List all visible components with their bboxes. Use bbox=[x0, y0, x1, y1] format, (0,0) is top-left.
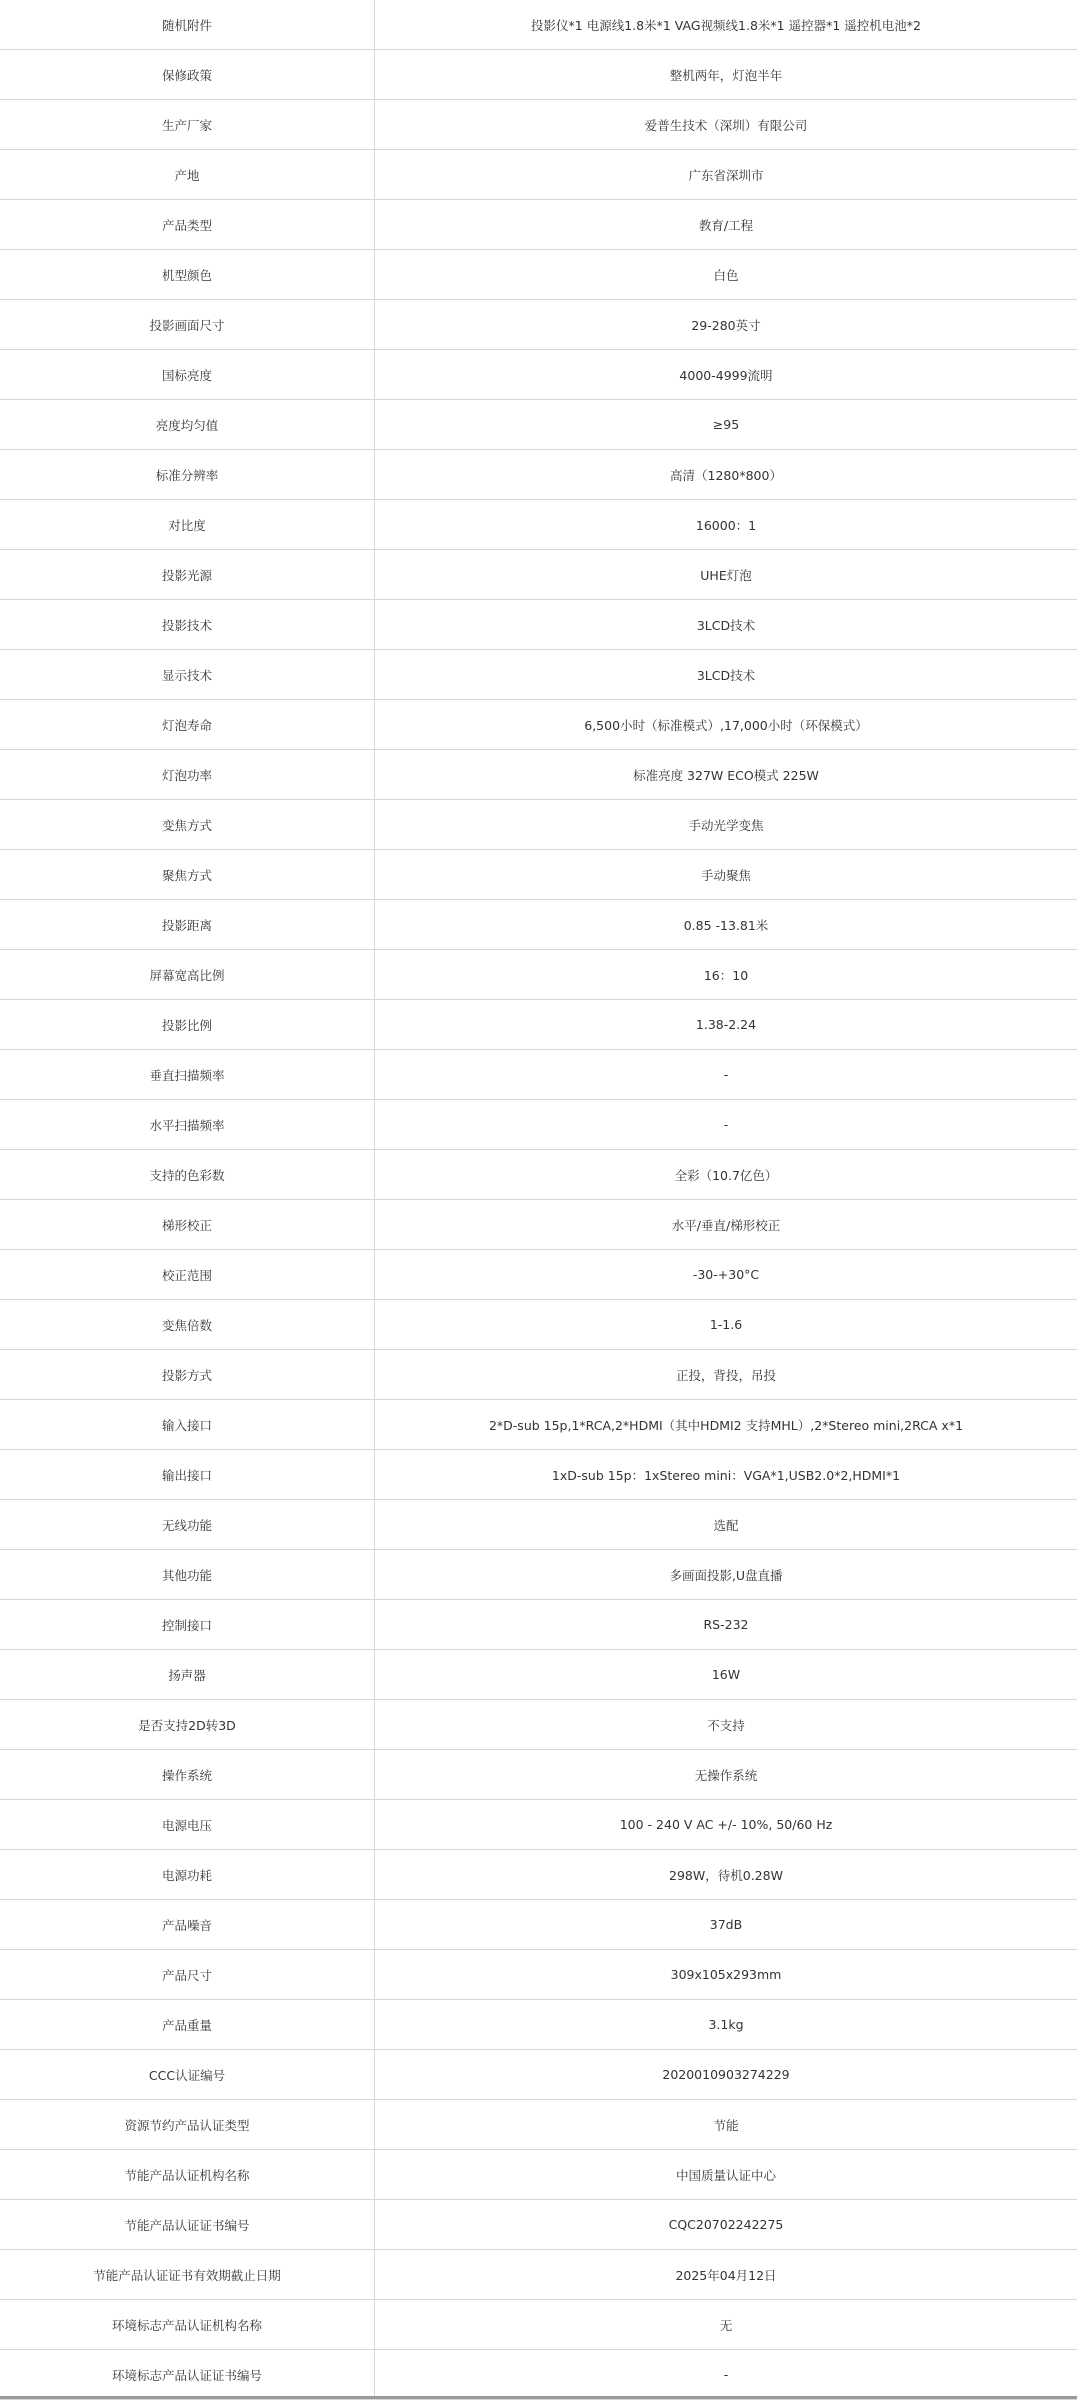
spec-label: 输入接口 bbox=[0, 1400, 375, 1450]
spec-value: 不支持 bbox=[375, 1700, 1077, 1750]
spec-row bbox=[0, 2000, 1077, 2050]
spec-row bbox=[0, 1300, 1077, 1350]
spec-label: 扬声器 bbox=[0, 1650, 375, 1700]
spec-value: 无 bbox=[375, 2300, 1077, 2350]
spec-row bbox=[0, 2200, 1077, 2250]
spec-value: 37dB bbox=[375, 1900, 1077, 1950]
spec-row bbox=[0, 300, 1077, 350]
spec-row bbox=[0, 800, 1077, 850]
spec-label: 产品类型 bbox=[0, 200, 375, 250]
spec-row bbox=[0, 1550, 1077, 1600]
spec-row bbox=[0, 1700, 1077, 1750]
spec-row bbox=[0, 650, 1077, 700]
spec-row bbox=[0, 1950, 1077, 2000]
spec-label: 投影方式 bbox=[0, 1350, 375, 1400]
spec-label: 节能产品认证机构名称 bbox=[0, 2150, 375, 2200]
spec-label: 随机附件 bbox=[0, 0, 375, 50]
spec-row bbox=[0, 1100, 1077, 1150]
spec-value: 投影仪*1 电源线1.8米*1 VAG视频线1.8米*1 遥控器*1 遥控机电池*2 bbox=[375, 0, 1077, 50]
spec-value: 白色 bbox=[375, 250, 1077, 300]
spec-value: 2020010903274229 bbox=[375, 2050, 1077, 2100]
spec-row bbox=[0, 100, 1077, 150]
spec-label: 投影比例 bbox=[0, 1000, 375, 1050]
spec-label: 产品尺寸 bbox=[0, 1950, 375, 2000]
spec-row bbox=[0, 350, 1077, 400]
spec-label: 支持的色彩数 bbox=[0, 1150, 375, 1200]
spec-row bbox=[0, 1400, 1077, 1450]
spec-row bbox=[0, 1600, 1077, 1650]
spec-label: 输出接口 bbox=[0, 1450, 375, 1500]
spec-label: 屏幕宽高比例 bbox=[0, 950, 375, 1000]
spec-label: 无线功能 bbox=[0, 1500, 375, 1550]
spec-row bbox=[0, 2100, 1077, 2150]
spec-label: 投影技术 bbox=[0, 600, 375, 650]
spec-label: 亮度均匀值 bbox=[0, 400, 375, 450]
spec-value: -30-+30°C bbox=[375, 1250, 1077, 1300]
spec-value: 3LCD技术 bbox=[375, 650, 1077, 700]
spec-value: 16000：1 bbox=[375, 500, 1077, 550]
spec-row bbox=[0, 700, 1077, 750]
spec-row bbox=[0, 2150, 1077, 2200]
spec-row bbox=[0, 1150, 1077, 1200]
spec-label: 控制接口 bbox=[0, 1600, 375, 1650]
spec-row bbox=[0, 1350, 1077, 1400]
spec-value: 中国质量认证中心 bbox=[375, 2150, 1077, 2200]
spec-label: 其他功能 bbox=[0, 1550, 375, 1600]
spec-row bbox=[0, 550, 1077, 600]
spec-label: 操作系统 bbox=[0, 1750, 375, 1800]
spec-value: 298W，待机0.28W bbox=[375, 1850, 1077, 1900]
spec-row bbox=[0, 1650, 1077, 1700]
spec-row bbox=[0, 500, 1077, 550]
spec-value: 2*D-sub 15p,1*RCA,2*HDMI（其中HDMI2 支持MHL）,2*Stereo mini,2RCA x*1 bbox=[375, 1400, 1077, 1450]
spec-label: 保修政策 bbox=[0, 50, 375, 100]
spec-value: - bbox=[375, 1100, 1077, 1150]
spec-value: RS-232 bbox=[375, 1600, 1077, 1650]
spec-value: 1.38-2.24 bbox=[375, 1000, 1077, 1050]
spec-value: 0.85 -13.81米 bbox=[375, 900, 1077, 950]
spec-label: 环境标志产品认证机构名称 bbox=[0, 2300, 375, 2350]
spec-row bbox=[0, 850, 1077, 900]
spec-row bbox=[0, 2350, 1077, 2400]
spec-label: 投影光源 bbox=[0, 550, 375, 600]
spec-value: 正投，背投，吊投 bbox=[375, 1350, 1077, 1400]
spec-row bbox=[0, 2300, 1077, 2350]
spec-label: 变焦倍数 bbox=[0, 1300, 375, 1350]
spec-value: 多画面投影,U盘直播 bbox=[375, 1550, 1077, 1600]
spec-value: 手动光学变焦 bbox=[375, 800, 1077, 850]
spec-value: 16W bbox=[375, 1650, 1077, 1700]
spec-value: - bbox=[375, 1050, 1077, 1100]
spec-row bbox=[0, 1500, 1077, 1550]
spec-value: 标准亮度 327W ECO模式 225W bbox=[375, 750, 1077, 800]
spec-value: 无操作系统 bbox=[375, 1750, 1077, 1800]
spec-row bbox=[0, 450, 1077, 500]
spec-label: 是否支持2D转3D bbox=[0, 1700, 375, 1750]
spec-value: 整机两年，灯泡半年 bbox=[375, 50, 1077, 100]
spec-label: 环境标志产品认证证书编号 bbox=[0, 2350, 375, 2400]
spec-value: 3LCD技术 bbox=[375, 600, 1077, 650]
spec-value: - bbox=[375, 2350, 1077, 2400]
spec-label: 机型颜色 bbox=[0, 250, 375, 300]
spec-row bbox=[0, 200, 1077, 250]
spec-row bbox=[0, 950, 1077, 1000]
spec-value: 全彩（10.7亿色） bbox=[375, 1150, 1077, 1200]
spec-value: 4000-4999流明 bbox=[375, 350, 1077, 400]
spec-label: 校正范围 bbox=[0, 1250, 375, 1300]
spec-label: 显示技术 bbox=[0, 650, 375, 700]
spec-value: 309x105x293mm bbox=[375, 1950, 1077, 2000]
spec-value: 100 - 240 V AC +/- 10%, 50/60 Hz bbox=[375, 1800, 1077, 1850]
spec-value: 水平/垂直/梯形校正 bbox=[375, 1200, 1077, 1250]
spec-value: 1-1.6 bbox=[375, 1300, 1077, 1350]
spec-label: 产品重量 bbox=[0, 2000, 375, 2050]
spec-value: 爱普生技术（深圳）有限公司 bbox=[375, 100, 1077, 150]
spec-value: 广东省深圳市 bbox=[375, 150, 1077, 200]
spec-row bbox=[0, 400, 1077, 450]
spec-label: 产地 bbox=[0, 150, 375, 200]
spec-value: 3.1kg bbox=[375, 2000, 1077, 2050]
spec-row bbox=[0, 2250, 1077, 2300]
spec-value: 6,500小时（标准模式）,17,000小时（环保模式） bbox=[375, 700, 1077, 750]
spec-row bbox=[0, 750, 1077, 800]
spec-label: CCC认证编号 bbox=[0, 2050, 375, 2100]
spec-label: 节能产品认证证书有效期截止日期 bbox=[0, 2250, 375, 2300]
spec-value: 教育/工程 bbox=[375, 200, 1077, 250]
spec-row bbox=[0, 1050, 1077, 1100]
spec-value: ≥95 bbox=[375, 400, 1077, 450]
spec-label: 电源功耗 bbox=[0, 1850, 375, 1900]
spec-value: 手动聚焦 bbox=[375, 850, 1077, 900]
spec-label: 生产厂家 bbox=[0, 100, 375, 150]
spec-label: 国标亮度 bbox=[0, 350, 375, 400]
spec-row bbox=[0, 1750, 1077, 1800]
spec-label: 对比度 bbox=[0, 500, 375, 550]
spec-row bbox=[0, 250, 1077, 300]
spec-label: 资源节约产品认证类型 bbox=[0, 2100, 375, 2150]
spec-label: 变焦方式 bbox=[0, 800, 375, 850]
spec-value: 选配 bbox=[375, 1500, 1077, 1550]
spec-value: 节能 bbox=[375, 2100, 1077, 2150]
spec-label: 标准分辨率 bbox=[0, 450, 375, 500]
spec-row bbox=[0, 900, 1077, 950]
spec-label: 节能产品认证证书编号 bbox=[0, 2200, 375, 2250]
spec-value: CQC20702242275 bbox=[375, 2200, 1077, 2250]
spec-value: 高清（1280*800） bbox=[375, 450, 1077, 500]
spec-label: 垂直扫描频率 bbox=[0, 1050, 375, 1100]
spec-row bbox=[0, 2050, 1077, 2100]
spec-value: 1xD-sub 15p：1xStereo mini：VGA*1,USB2.0*2,HDMI*1 bbox=[375, 1450, 1077, 1500]
spec-row bbox=[0, 1900, 1077, 1950]
spec-label: 投影画面尺寸 bbox=[0, 300, 375, 350]
spec-row bbox=[0, 1850, 1077, 1900]
spec-row bbox=[0, 1450, 1077, 1500]
spec-row bbox=[0, 50, 1077, 100]
spec-row bbox=[0, 0, 1077, 50]
spec-row bbox=[0, 1000, 1077, 1050]
spec-label: 灯泡功率 bbox=[0, 750, 375, 800]
spec-label: 电源电压 bbox=[0, 1800, 375, 1850]
spec-label: 梯形校正 bbox=[0, 1200, 375, 1250]
spec-value: 16：10 bbox=[375, 950, 1077, 1000]
spec-row bbox=[0, 600, 1077, 650]
spec-row bbox=[0, 1200, 1077, 1250]
spec-label: 产品噪音 bbox=[0, 1900, 375, 1950]
spec-row bbox=[0, 150, 1077, 200]
spec-value: 2025年04月12日 bbox=[375, 2250, 1077, 2300]
spec-value: UHE灯泡 bbox=[375, 550, 1077, 600]
spec-value: 29-280英寸 bbox=[375, 300, 1077, 350]
spec-row bbox=[0, 1800, 1077, 1850]
spec-label: 聚焦方式 bbox=[0, 850, 375, 900]
spec-label: 水平扫描频率 bbox=[0, 1100, 375, 1150]
spec-row bbox=[0, 1250, 1077, 1300]
spec-label: 灯泡寿命 bbox=[0, 700, 375, 750]
spec-label: 投影距离 bbox=[0, 900, 375, 950]
